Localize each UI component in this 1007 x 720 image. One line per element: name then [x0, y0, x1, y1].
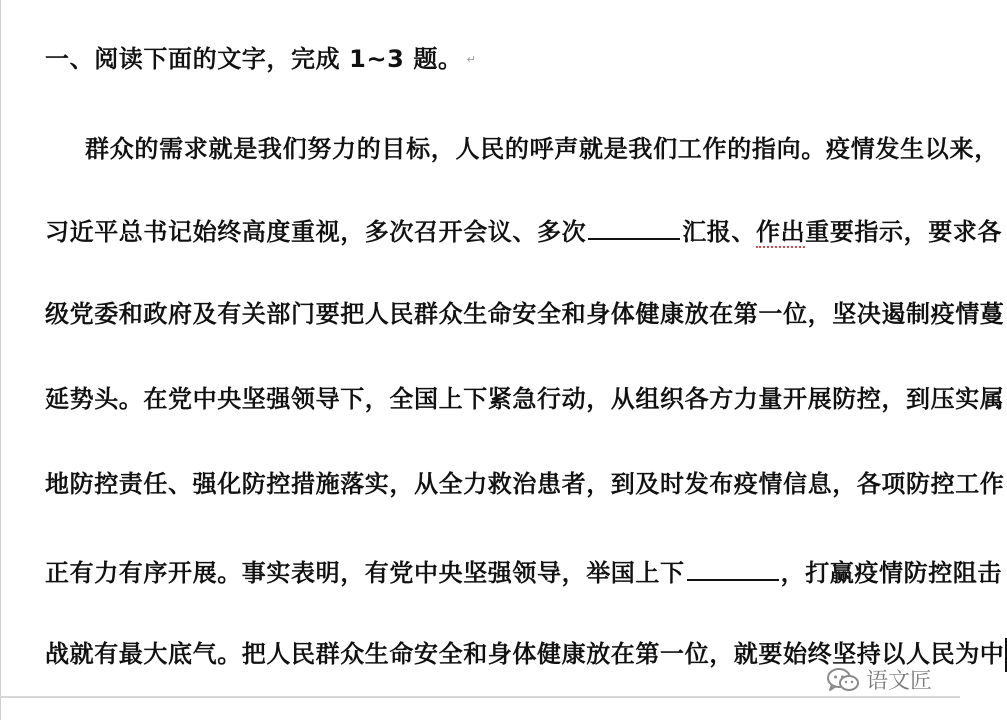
passage-line-3 — [45, 297, 1004, 331]
line-text: 战就有最大底气。把人民群众生命安全和身体健康放在第一位，就要始终坚持以人民为中 — [45, 640, 1005, 668]
page-bottom-border — [0, 696, 960, 698]
line-text: ，打赢疫情防控阻击 — [780, 559, 1003, 587]
wechat-icon — [826, 667, 860, 693]
watermark — [826, 664, 932, 695]
passage-line-4 — [45, 382, 1004, 416]
passage-line-6 — [45, 553, 1002, 590]
page-left-border — [0, 0, 1, 720]
line-text: 重要指示，要求各 — [805, 218, 1003, 246]
spellcheck-underlined-text: 作出 — [756, 218, 806, 246]
passage-line-2 — [45, 212, 1002, 249]
line-text: 延势头。在党中央坚强领导下，全国上下紧急行动，从组织各方力量开展防控，到压实属 — [45, 385, 1005, 413]
passage-line-1 — [85, 132, 999, 166]
line-text: 汇报、 — [682, 218, 757, 246]
question-heading — [45, 42, 476, 77]
line-text: 级党委和政府及有关部门要把人民群众生命安全和身体健康放在第一位，坚决遏制疫情蔓 — [45, 300, 1005, 328]
fill-blank-2[interactable] — [687, 553, 779, 581]
paragraph-mark-icon: ↵ — [466, 53, 477, 66]
line-text: 群众的需求就是我们努力的目标，人民的呼声就是我们工作的指向。疫情发生以来， — [85, 135, 999, 163]
line-text: 地防控责任、强化防控措施落实，从全力救治患者，到及时发布疫情信息，各项防控工作 — [45, 470, 1005, 498]
heading-text: 一、阅读下面的文字，完成 1~3 题。 — [45, 45, 463, 73]
line-text: 习近平总书记始终高度重视，多次召开会议、多次 — [45, 218, 587, 246]
fill-blank-1[interactable] — [588, 212, 680, 240]
passage-line-5 — [45, 467, 1004, 501]
line-text: 正有力有序开展。事实表明，有党中央坚强领导，举国上下 — [45, 559, 685, 587]
watermark-label: 语文匠 — [865, 669, 932, 694]
